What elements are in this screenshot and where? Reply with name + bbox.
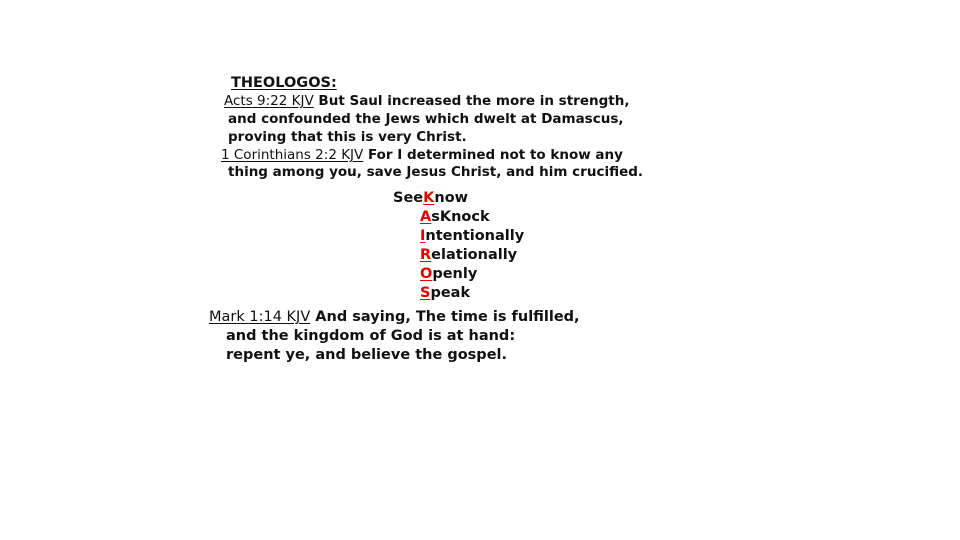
acrostic-item <box>420 267 477 282</box>
acrostic-rest: ntentionally <box>425 228 525 244</box>
acrostic-letter: I <box>420 228 426 244</box>
acrostic-first-rest: now <box>434 190 469 206</box>
acrostic-rest: penly <box>432 266 478 282</box>
acrostic-first-letter: K <box>423 190 435 206</box>
mark-text-1: And saying, The time is fulfilled, <box>310 309 580 325</box>
acrostic-item <box>420 248 517 263</box>
acrostic-first-line <box>393 191 468 206</box>
acrostic-letter: R <box>420 247 432 263</box>
acrostic-letter: A <box>420 209 432 225</box>
acrostic-item <box>420 229 524 244</box>
acts-line-3: proving that this is very Christ. <box>228 129 467 145</box>
acrostic-item <box>420 210 490 225</box>
acts-line-1 <box>224 95 629 109</box>
acrostic-letter: O <box>420 266 433 282</box>
acrostic-first-prefix: See <box>393 190 424 206</box>
corinthians-line-2: thing among you, save Jesus Christ, and him crucified. <box>228 164 644 180</box>
acrostic-rest: sKnock <box>431 209 490 225</box>
corinthians-text-1: For I determined not to know any <box>363 147 623 163</box>
corinthians-reference: 1 Corinthians 2:2 KJV <box>221 147 364 163</box>
mark-line-3: repent ye, and believe the gospel. <box>226 347 508 363</box>
acrostic-item <box>420 286 470 301</box>
mark-line-2: and the kingdom of God is at hand: <box>226 328 516 344</box>
acts-line-2: and confounded the Jews which dwelt at Damascus, <box>228 111 624 127</box>
acts-reference: Acts 9:22 KJV <box>224 93 314 109</box>
acrostic-rest: peak <box>430 285 471 301</box>
acrostic-letter: S <box>420 285 431 301</box>
heading: THEOLOGOS: <box>231 75 337 91</box>
acrostic-rest: elationally <box>431 247 518 263</box>
mark-reference: Mark 1:14 KJV <box>209 309 311 325</box>
corinthians-line-1 <box>221 149 623 163</box>
acts-text-1: But Saul increased the more in strength, <box>313 93 630 109</box>
mark-line-1 <box>209 310 580 325</box>
